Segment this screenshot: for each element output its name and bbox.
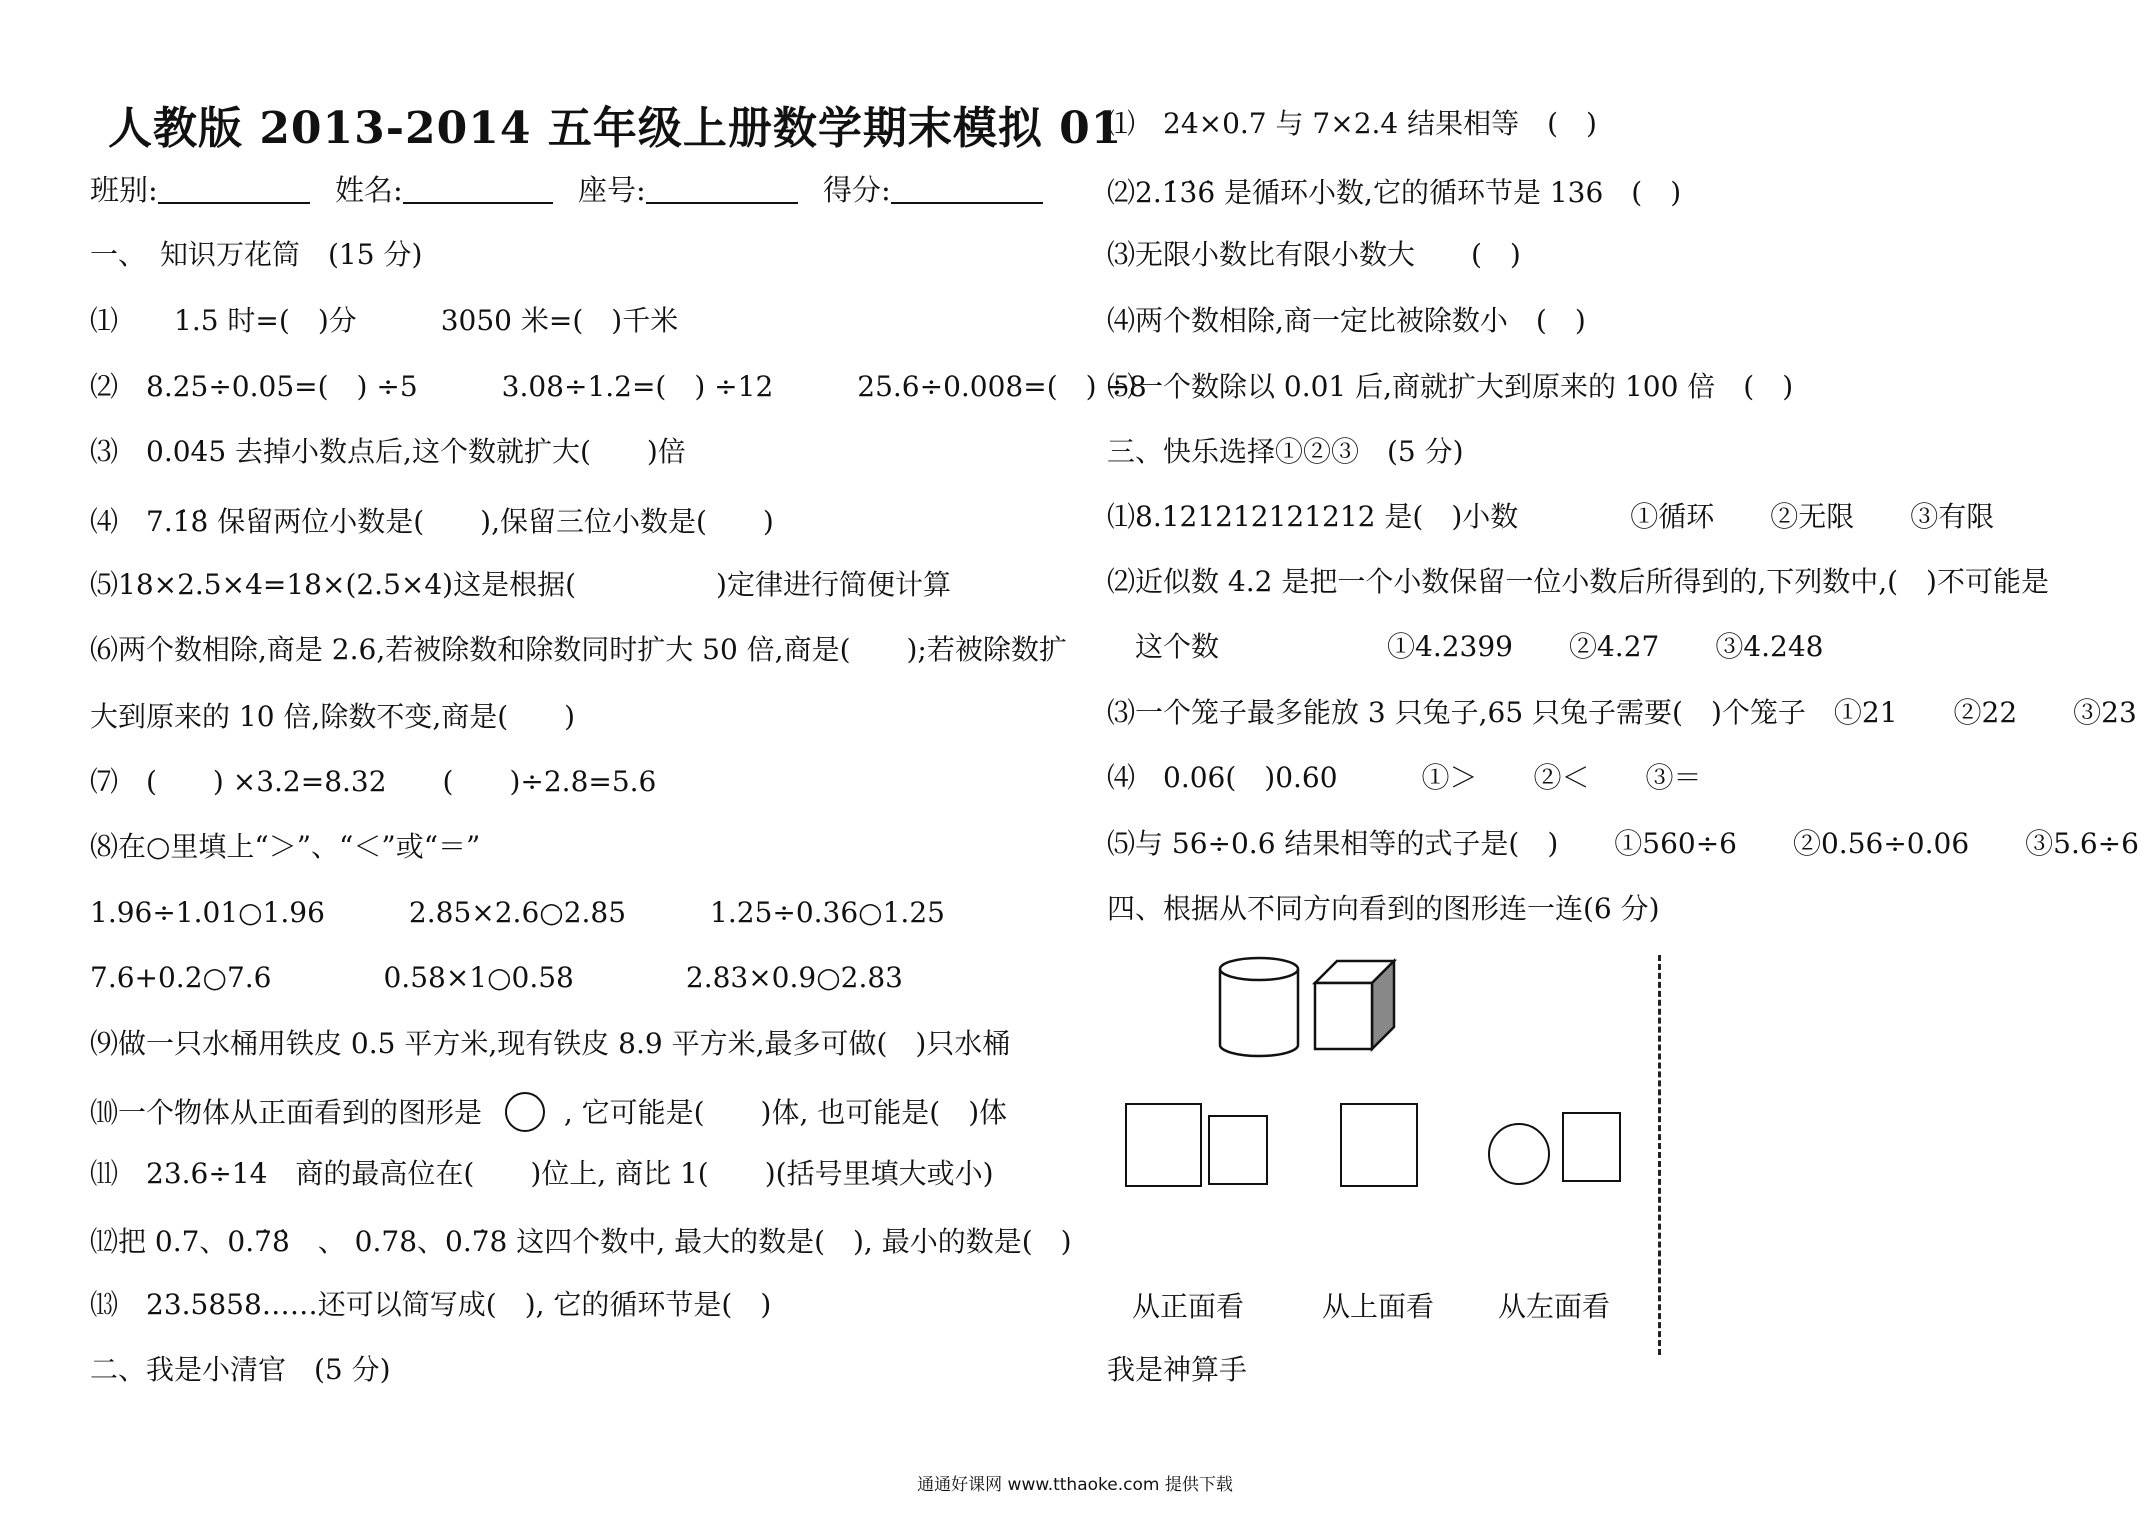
question-line: ⑵ 8.25÷0.05=( ) ÷5 3.08÷1.2=( ) ÷12 25.6÷0.008=( ) ÷8	[90, 370, 1147, 403]
seat-blank[interactable]	[646, 172, 798, 204]
name-label: 姓名:	[335, 173, 403, 207]
question-line: ⑸与 56÷0.6 结果相等的式子是( ) ①560÷6 ②0.56÷0.06 ③5.6÷6	[1107, 827, 2139, 860]
top-view-square	[1340, 1103, 1418, 1187]
question-line: ⑴8.121212121212 是( )小数 ①循环 ②无限 ③有限	[1107, 500, 1995, 533]
front-view-square	[1125, 1103, 1202, 1187]
question-line: ⑻在○里填上“＞”、“＜”或“＝”	[90, 830, 481, 863]
view-label-top: 从上面看	[1322, 1290, 1435, 1323]
view-label-front: 从正面看	[1132, 1290, 1245, 1323]
front-view-small-square	[1208, 1115, 1268, 1185]
question-line: ⑷两个数相除,商一定比被除数小 ( )	[1107, 304, 1586, 337]
left-view-circle	[1488, 1123, 1550, 1185]
question-line: ⑸一个数除以 0.01 后,商就扩大到原来的 100 倍 ( )	[1107, 370, 1794, 403]
question-line: ⑴ 1.5 时=( )分 3050 米=( )千米	[90, 304, 679, 337]
cube-figure	[1310, 955, 1400, 1055]
left-view-square	[1562, 1112, 1621, 1182]
student-info-line	[90, 168, 1059, 209]
section-three-heading: 三、快乐选择①②③ (5 分)	[1107, 435, 1464, 468]
class-blank[interactable]	[158, 172, 310, 204]
dashed-divider	[1658, 955, 1661, 1355]
question-line: 1.96÷1.01○1.96 2.85×2.6○2.85 1.25÷0.36○1.25	[90, 896, 945, 929]
question-line: ⑶一个笼子最多能放 3 只兔子,65 只兔子需要( )个笼子 ①21 ②22 ③23	[1107, 696, 2137, 729]
question-line: ⑵近似数 4.2 是把一个小数保留一位小数后所得到的,下列数中,( )不可能是	[1107, 565, 2049, 598]
circle-figure	[505, 1092, 545, 1132]
question-line: ⑷ 7.1̇8̇ 保留两位小数是( ),保留三位小数是( )	[90, 505, 774, 538]
question-line: ⑿把 0.7、0.7̇8̇ 、 0.78、0.7̇8 这四个数中, 最大的数是( ), 最小的数是( )	[90, 1225, 1072, 1258]
question-line: ⑾ 23.6÷14 商的最高位在( )位上, 商比 1( )(括号里填大或小)	[90, 1157, 994, 1190]
cylinder-figure	[1215, 955, 1305, 1060]
question-line: ⑹两个数相除,商是 2.6,若被除数和除数同时扩大 50 倍,商是( );若被除数扩	[90, 633, 1067, 666]
question-line: ⑼做一只水桶用铁皮 0.5 平方米,现有铁皮 8.9 平方米,最多可做( )只水桶	[90, 1027, 1011, 1060]
question-line: ⑴ 24×0.7 与 7×2.4 结果相等 ( )	[1107, 107, 1597, 140]
question-line: ⒀ 23.5858……还可以简写成( ), 它的循环节是( )	[90, 1288, 772, 1321]
name-blank[interactable]	[403, 172, 553, 204]
footer-text: 通通好课网 www.tthaoke.com 提供下载	[917, 1475, 1233, 1495]
class-label: 班别:	[90, 173, 158, 207]
section-two-heading: 二、我是小清官 (5 分)	[90, 1353, 391, 1386]
question-line: ⑸18×2.5×4=18×(2.5×4)这是根据( )定律进行简便计算	[90, 568, 951, 601]
question-line: ⑷ 0.06( )0.60 ①＞ ②＜ ③＝	[1107, 761, 1702, 794]
question-line: ⑵2.1̇3̇6̇ 是循环小数,它的循环节是 136 ( )	[1107, 176, 1682, 209]
seat-label: 座号:	[578, 173, 646, 207]
question-10-text-a: ⑽一个物体从正面看到的图形是	[90, 1096, 483, 1129]
section-five-heading: 我是神算手	[1107, 1353, 1248, 1386]
score-blank[interactable]	[891, 172, 1043, 204]
section-one-heading: 一、 知识万花筒 (15 分)	[90, 238, 423, 271]
question-line: 这个数 ①4.2399 ②4.27 ③4.248	[1107, 630, 1824, 663]
question-line: 大到原来的 10 倍,除数不变,商是( )	[90, 700, 576, 733]
score-label: 得分:	[823, 173, 891, 207]
section-four-heading: 四、根据从不同方向看到的图形连一连(6 分)	[1107, 892, 1660, 925]
view-label-left: 从左面看	[1498, 1290, 1611, 1323]
question-line: ⑺ ( ) ×3.2=8.32 ( )÷2.8=5.6	[90, 765, 657, 798]
question-line: ⑶ 0.045 去掉小数点后,这个数就扩大( )倍	[90, 435, 686, 468]
question-line: ⑶无限小数比有限小数大 ( )	[1107, 238, 1521, 271]
question-10-text-b: , 它可能是( )体, 也可能是( )体	[563, 1096, 1008, 1129]
page-title: 人教版 2013-2014 五年级上册数学期末模拟 01	[108, 103, 1123, 154]
question-line: 7.6+0.2○7.6 0.58×1○0.58 2.83×0.9○2.83	[90, 961, 903, 994]
question-line-10	[90, 1092, 1007, 1132]
